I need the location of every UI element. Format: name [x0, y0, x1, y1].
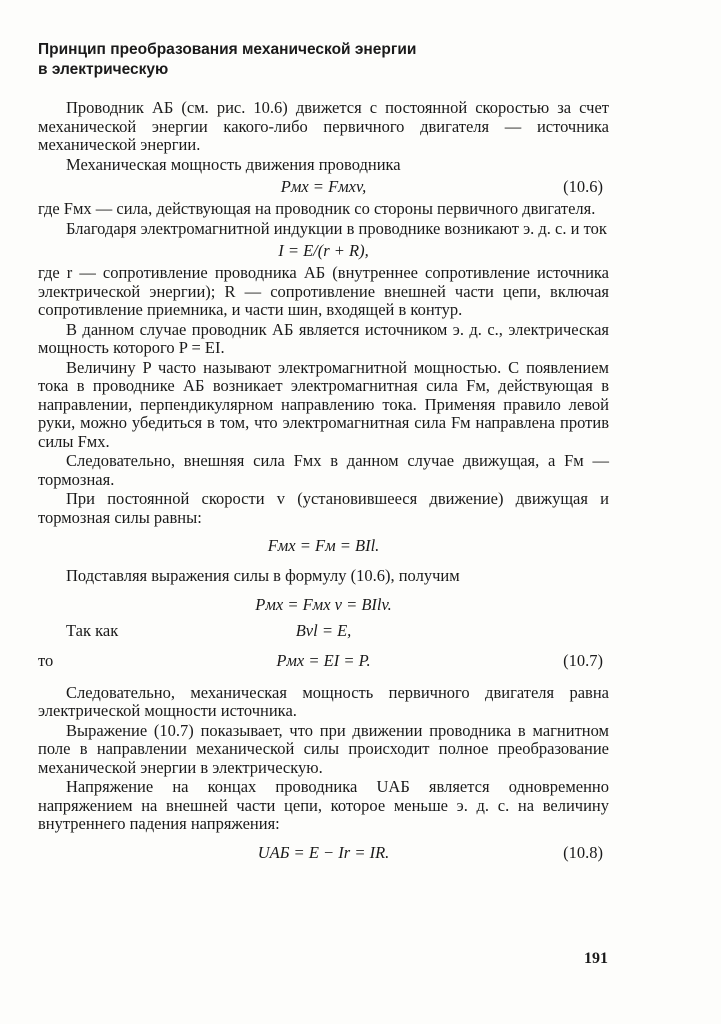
paragraph-substitution: Подставляя выражения силы в формулу (10.6), получим: [66, 566, 460, 585]
equation-10-6: [38, 174, 609, 200]
paragraph-mechanical-power: Механическая мощность движения проводника: [66, 154, 401, 174]
so-as-label: Так как: [66, 620, 119, 640]
equation-10-8: [38, 840, 609, 866]
paragraph-voltage: Напряжение на концах проводника UАБ является одновременно напряжением на внешней части цепи, которое меньше э. д. с. на величину внутреннего падения напряжения:: [38, 777, 609, 833]
paragraph-braking-force: Следовательно, внешняя сила Fмх в данном случае движущая, а Fм — тормозная.: [38, 451, 609, 489]
equation-10-7-number: (10.7): [563, 650, 603, 670]
paragraph-conductor-motion: Проводник АБ (см. рис. 10.6) движется с постоянной скоростью за счет механической энергии какого-либо первичного двигателя — источника механической энергии.: [38, 98, 609, 154]
page-number: 191: [584, 950, 608, 967]
paragraph-resistance-definition: где r — сопротивление проводника АБ (внутреннее сопротивление источника электрической энергии); R — сопротивление внешней части цепи, включая сопротивление приемника, и части шин, входящей в контур.: [38, 263, 609, 319]
paragraph-induction: Благодаря электромагнитной индукции в проводнике возникают э. д. с. и ток: [66, 218, 607, 238]
equation-10-7-formula: Pмх = EI = P.: [276, 650, 371, 670]
section-heading-line-2: в электрическую: [38, 61, 169, 78]
equation-power-product-formula: Pмх = Fмх v = BIlv.: [255, 594, 392, 614]
then-label: то: [38, 650, 54, 670]
paragraph-power-equality: Следовательно, механическая мощность первичного двигателя равна электрической мощности источника.: [38, 682, 609, 720]
equation-forces-equal: [38, 533, 609, 559]
equation-emf-formula: Bvl = E,: [295, 620, 352, 640]
section-heading-line-1: Принцип преобразования механической энергии: [38, 41, 417, 58]
equation-10-7: [38, 648, 609, 674]
equation-emf: [38, 618, 609, 644]
paragraph-constant-speed: При постоянной скорости v (установившееся движение) движущая и тормозная силы равны:: [38, 489, 609, 527]
equation-forces-equal-formula: Fмх = Fм = BIl.: [267, 536, 380, 555]
equation-10-6-formula: Pмх = Fмхv,: [280, 177, 367, 196]
equation-power-product: [38, 592, 609, 618]
section-heading: [38, 40, 638, 80]
equation-current-formula: I = E/(r + R),: [278, 241, 369, 260]
paragraph-full-conversion: Выражение (10.7) показывает, что при движении проводника в магнитном поле в направлении механической силы происходит полное преобразование механической энергии в электрическую.: [38, 720, 609, 777]
paragraph-electrical-power: В данном случае проводник АБ является источником э. д. с., электрическая мощность которого P = EI.: [38, 319, 609, 357]
body-text: [38, 99, 609, 866]
paragraph-electromagnetic-power: Величину P часто называют электромагнитной мощностью. С появлением тока в проводнике АБ возникает электромагнитная сила Fм, действующая в направлении, перпендикулярном направлению тока. Применяя правило левой руки, можно убедиться в том, что электромагнитная сила Fм направлена против силы Fмх.: [38, 357, 609, 451]
paragraph-force-definition: где Fмх — сила, действующая на проводник со стороны первичного двигателя.: [38, 199, 596, 218]
equation-10-8-number: (10.8): [563, 842, 603, 862]
equation-10-6-number: (10.6): [563, 177, 603, 196]
equation-10-8-formula: UАБ = E − Ir = IR.: [257, 842, 390, 862]
equation-current: [38, 238, 609, 264]
